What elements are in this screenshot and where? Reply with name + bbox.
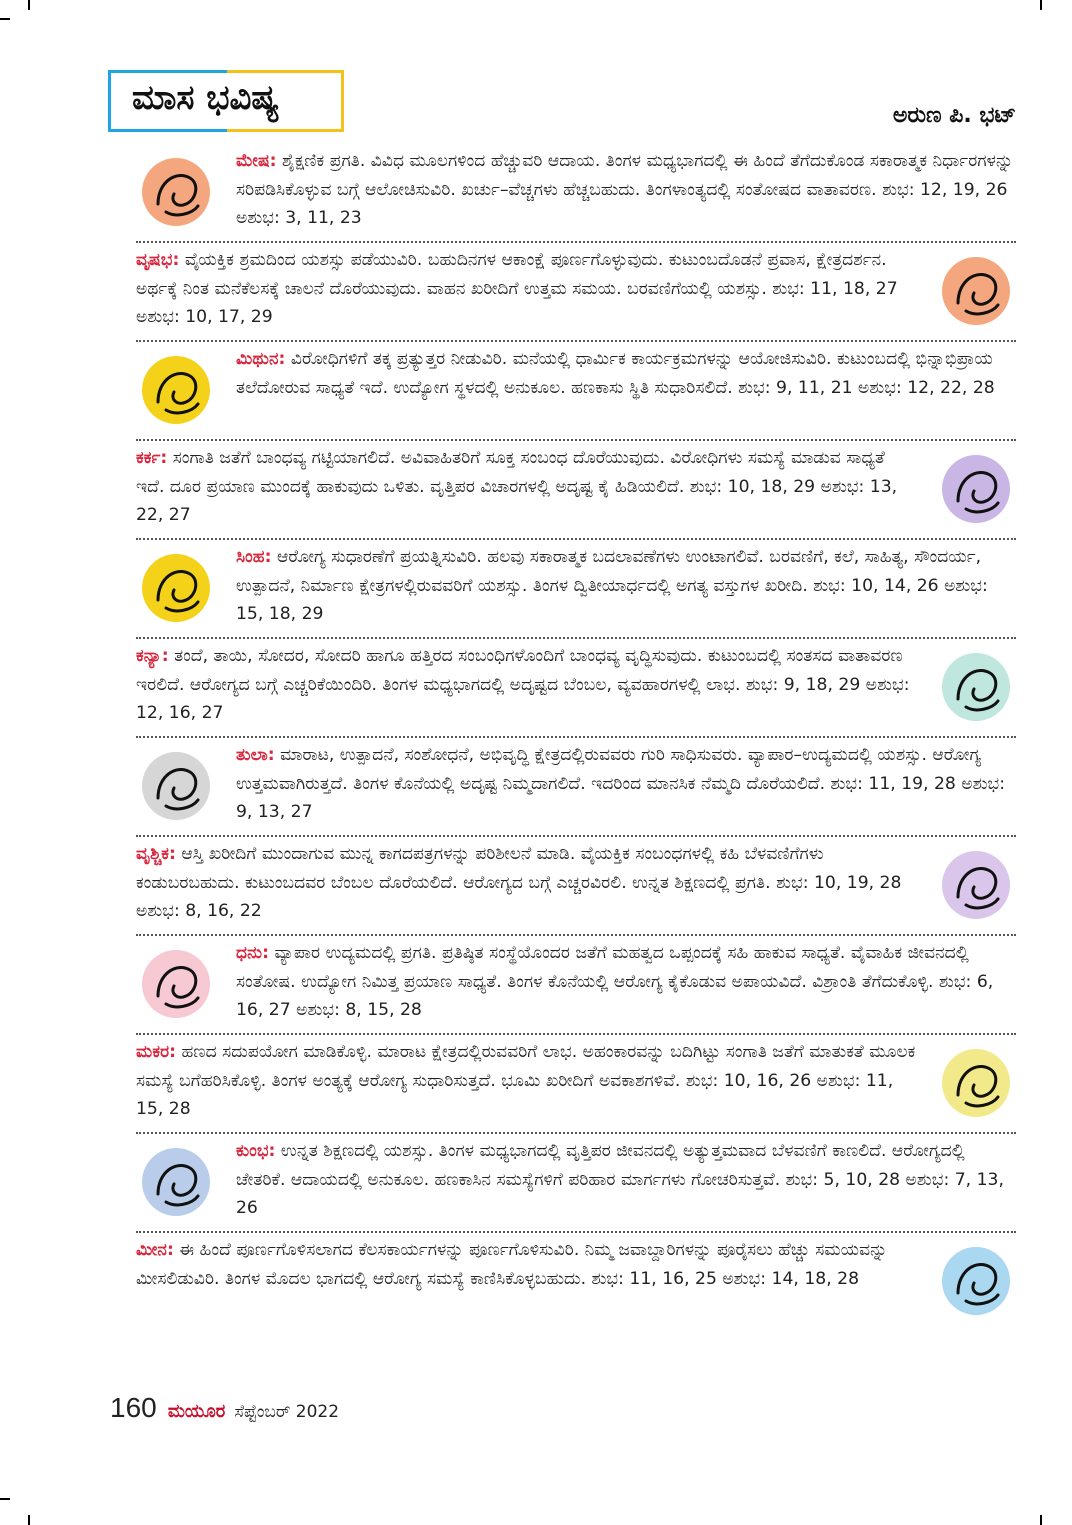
sign-name: ಕುಂಭ: xyxy=(236,1141,276,1161)
horoscope-entry xyxy=(136,1035,1016,1134)
entry-text xyxy=(236,147,1016,233)
prediction-text: ಶೈಕ್ಷಣಿಕ ಪ್ರಗತಿ. ವಿವಿಧ ಮೂಲಗಳಿಂದ ಹೆಚ್ಚುವರಿ ಆದಾಯ. ತಿಂಗಳ ಮಧ್ಯಭಾಗದಲ್ಲಿ ಈ ಹಿಂದೆ ತೆಗೆದುಕೊಂಡ ಸಕಾರಾತ್ಮಕ ನಿರ್ಧಾರಗಳನ್ನು ಸರಿಪಡಿಸಿಕೊಳ್ಳುವ ಬಗ್ಗೆ ಆಲೋಚಿಸುವಿರಿ. ಖರ್ಚು–ವೆಚ್ಚಗಳು ಹೆಚ್ಚಬಹುದು. ತಿಂಗಳಾಂತ್ಯದಲ್ಲಿ ಸಂತೋಷದ ವಾತಾವರಣ. ಶುಭ: 12, 19, 26 ಅಶುಭ: 3, 11, 23 xyxy=(236,151,1014,228)
horoscope-entry xyxy=(136,1134,1016,1233)
sign-name: ವೃಶ್ಚಿಕ: xyxy=(136,844,176,864)
horoscope-entry xyxy=(136,342,1016,441)
prediction-text: ಹಣದ ಸದುಪಯೋಗ ಮಾಡಿಕೊಳ್ಳಿ. ಮಾರಾಟ ಕ್ಷೇತ್ರದಲ್ಲಿರುವವರಿಗೆ ಲಾಭ. ಅಹಂಕಾರವನ್ನು ಬದಿಗಿಟ್ಟು ಸಂಗಾತಿ ಜತೆಗೆ ಮಾತುಕತೆ ಮೂಲಕ ಸಮಸ್ಯೆ ಬಗೆಹರಿಸಿಕೊಳ್ಳಿ. ತಿಂಗಳ ಅಂತ್ಯಕ್ಕೆ ಆರೋಗ್ಯ ಸುಧಾರಿಸುತ್ತದೆ. ಭೂಮಿ ಖರೀದಿಗೆ ಅವಕಾಶಗಳಿವೆ. ಶುಭ: 10, 16, 26 ಅಶುಭ: 11, 15, 28 xyxy=(136,1042,916,1119)
capricorn-crocodile-icon xyxy=(936,1043,1016,1123)
page-title: ಮಾಸ ಭವಿಷ್ಯ xyxy=(132,78,280,118)
author-name: ಅರುಣ ಪಿ. ಭಟ್ xyxy=(892,103,1016,128)
pisces-fish-icon xyxy=(936,1241,1016,1321)
entry-text xyxy=(236,345,1016,402)
entry-text xyxy=(136,246,916,332)
prediction-text: ವ್ಯಾಪಾರ ಉದ್ಯಮದಲ್ಲಿ ಪ್ರಗತಿ. ಪ್ರತಿಷ್ಠಿತ ಸಂಸ್ಥೆಯೊಂದರ ಜತೆಗೆ ಮಹತ್ವದ ಒಪ್ಪಂದಕ್ಕೆ ಸಹಿ ಹಾಕುವ ಸಾಧ್ಯತೆ. ವೈವಾಹಿಕ ಜೀವನದಲ್ಲಿ ಸಂತೋಷ. ಉದ್ಯೋಗ ನಿಮಿತ್ತ ಪ್ರಯಾಣ ಸಾಧ್ಯತೆ. ತಿಂಗಳ ಕೊನೆಯಲ್ಲಿ ಆರೋಗ್ಯ ಕೈಕೊಡುವ ಅಪಾಯವಿದೆ. ವಿಶ್ರಾಂತಿ ತೆಗೆದುಕೊಳ್ಳಿ. ಶುಭ: 6, 16, 27 ಅಶುಭ: 8, 15, 28 xyxy=(236,943,994,1020)
crop-mark xyxy=(0,18,10,20)
entry-text xyxy=(236,1137,1016,1223)
sign-name: ಕರ್ಕ: xyxy=(136,448,168,468)
horoscope-entry xyxy=(136,441,1016,540)
entry-text xyxy=(136,1038,916,1124)
crop-mark xyxy=(1040,0,1042,10)
horoscope-entry xyxy=(136,936,1016,1035)
horoscope-entry xyxy=(136,738,1016,837)
sign-name: ಮಕರ: xyxy=(136,1042,177,1062)
sagittarius-archer-icon xyxy=(136,944,216,1024)
prediction-text: ಆಸ್ತಿ ಖರೀದಿಗೆ ಮುಂದಾಗುವ ಮುನ್ನ ಕಾಗದಪತ್ರಗಳನ್ನು ಪರಿಶೀಲನೆ ಮಾಡಿ. ವೈಯಕ್ತಿಕ ಸಂಬಂಧಗಳಲ್ಲಿ ಕಹಿ ಬೆಳವಣಿಗೆಗಳು ಕಂಡುಬರಬಹುದು. ಕುಟುಂಬದವರ ಬೆಂಬಲ ದೊರೆಯಲಿದೆ. ಆರೋಗ್ಯದ ಬಗ್ಗೆ ಎಚ್ಚರವಿರಲಿ. ಉನ್ನತ ಶಿಕ್ಷಣದಲ್ಲಿ ಪ್ರಗತಿ. ಶುಭ: 10, 19, 28 ಅಶುಭ: 8, 16, 22 xyxy=(136,844,902,921)
entry-text xyxy=(136,642,916,728)
magazine-brand: ಮಯೂರ xyxy=(167,1401,226,1422)
cancer-crab-icon xyxy=(936,449,1016,529)
sign-name: ಸಿಂಹ: xyxy=(236,547,272,567)
taurus-bull-icon xyxy=(936,251,1016,331)
prediction-text: ಉನ್ನತ ಶಿಕ್ಷಣದಲ್ಲಿ ಯಶಸ್ಸು. ತಿಂಗಳ ಮಧ್ಯಭಾಗದಲ್ಲಿ ವೃತ್ತಿಪರ ಜೀವನದಲ್ಲಿ ಅತ್ಯುತ್ತಮವಾದ ಬೆಳವಣಿಗೆ ಕಾಣಲಿದೆ. ಆರೋಗ್ಯದಲ್ಲಿ ಚೇತರಿಕೆ. ಆದಾಯದಲ್ಲಿ ಅನುಕೂಲ. ಹಣಕಾಸಿನ ಸಮಸ್ಯೆಗಳಿಗೆ ಪರಿಹಾರ ಮಾರ್ಗಗಳು ಗೋಚರಿಸುತ್ತವೆ. ಶುಭ: 5, 10, 28 ಅಶುಭ: 7, 13, 26 xyxy=(236,1141,1004,1218)
prediction-text: ಆರೋಗ್ಯ ಸುಧಾರಣೆಗೆ ಪ್ರಯತ್ನಿಸುವಿರಿ. ಹಲವು ಸಕಾರಾತ್ಮಕ ಬದಲಾವಣೆಗಳು ಉಂಟಾಗಲಿವೆ. ಬರವಣಿಗೆ, ಕಲೆ, ಸಾಹಿತ್ಯ, ಸೌಂದರ್ಯ, ಉತ್ಪಾದನೆ, ನಿರ್ಮಾಣ ಕ್ಷೇತ್ರಗಳಲ್ಲಿರುವವರಿಗೆ ಯಶಸ್ಸು. ತಿಂಗಳ ದ್ವಿತೀಯಾರ್ಧದಲ್ಲಿ ಅಗತ್ಯ ವಸ್ತುಗಳ ಖರೀದಿ. ಶುಭ: 10, 14, 26 ಅಶುಭ: 15, 18, 29 xyxy=(236,547,988,624)
page-number: 160 xyxy=(110,1392,157,1423)
page-footer xyxy=(110,1392,339,1424)
entry-text xyxy=(136,444,916,530)
entry-text xyxy=(136,840,916,926)
crop-mark xyxy=(28,0,30,10)
virgo-maiden-icon xyxy=(936,647,1016,727)
horoscope-entry xyxy=(136,243,1016,342)
prediction-text: ವೈಯಕ್ತಿಕ ಶ್ರಮದಿಂದ ಯಶಸ್ಸು ಪಡೆಯುವಿರಿ. ಬಹುದಿನಗಳ ಆಕಾಂಕ್ಷೆ ಪೂರ್ಣಗೊಳ್ಳುವುದು. ಕುಟುಂಬದೊಡನೆ ಪ್ರವಾಸ, ಕ್ಷೇತ್ರದರ್ಶನ. ಅರ್ಥಕ್ಕೆ ನಿಂತ ಮನೆಕೆಲಸಕ್ಕೆ ಚಾಲನೆ ದೊರೆಯುವುದು. ವಾಹನ ಖರೀದಿಗೆ ಉತ್ತಮ ಸಮಯ. ಬರವಣಿಗೆಯಲ್ಲಿ ಯಶಸ್ಸು. ಶುಭ: 11, 18, 27 ಅಶುಭ: 10, 17, 29 xyxy=(136,250,898,327)
sign-name: ಧನು: xyxy=(236,943,269,963)
prediction-text: ಸಂಗಾತಿ ಜತೆಗೆ ಬಾಂಧವ್ಯ ಗಟ್ಟಿಯಾಗಲಿದೆ. ಅವಿವಾಹಿತರಿಗೆ ಸೂಕ್ತ ಸಂಬಂಧ ದೊರೆಯುವುದು. ವಿರೋಧಿಗಳು ಸಮಸ್ಯೆ ಮಾಡುವ ಸಾಧ್ಯತೆ ಇದೆ. ದೂರ ಪ್ರಯಾಣ ಮುಂದಕ್ಕೆ ಹಾಕುವುದು ಒಳಿತು. ವೃತ್ತಿಪರ ವಿಚಾರಗಳಲ್ಲಿ ಅದೃಷ್ಟ ಕೈ ಹಿಡಿಯಲಿದೆ. ಶುಭ: 10, 18, 29 ಅಶುಭ: 13, 22, 27 xyxy=(136,448,898,525)
prediction-text: ಈ ಹಿಂದೆ ಪೂರ್ಣಗೊಳಿಸಲಾಗದ ಕೆಲಸಕಾರ್ಯಗಳನ್ನು ಪೂರ್ಣಗೊಳಿಸುವಿರಿ. ನಿಮ್ಮ ಜವಾಬ್ದಾರಿಗಳನ್ನು ಪೂರೈಸಲು ಹೆಚ್ಚು ಸಮಯವನ್ನು ಮೀಸಲಿಡುವಿರಿ. ತಿಂಗಳ ಮೊದಲ ಭಾಗದಲ್ಲಿ ಆರೋಗ್ಯ ಸಮಸ್ಯೆ ಕಾಣಿಸಿಕೊಳ್ಳಬಹುದು. ಶುಭ: 11, 16, 25 ಅಶುಭ: 14, 18, 28 xyxy=(136,1240,888,1289)
sign-name: ಮೀನ: xyxy=(136,1240,174,1260)
libra-scales-icon xyxy=(136,746,216,826)
gemini-twins-icon xyxy=(136,350,216,430)
sign-name: ಮೇಷ: xyxy=(236,151,277,171)
horoscope-entry xyxy=(136,1233,1016,1332)
sign-name: ಮಿಥುನ: xyxy=(236,349,286,369)
horoscope-entry xyxy=(136,144,1016,243)
aries-ram-icon xyxy=(136,152,216,232)
crop-mark xyxy=(0,1498,10,1500)
sign-name: ತುಲಾ: xyxy=(236,745,275,765)
issue-month: ಸೆಪ್ಟೆಂಬರ್ 2022 xyxy=(234,1402,340,1422)
leo-lion-icon xyxy=(136,548,216,628)
horoscope-list xyxy=(136,144,1016,1332)
aquarius-water-bearer-icon xyxy=(136,1142,216,1222)
sign-name: ಕನ್ಯಾ: xyxy=(136,646,169,666)
crop-mark xyxy=(1040,1515,1042,1525)
sign-name: ವೃಷಭ: xyxy=(136,250,180,270)
prediction-text: ಮಾರಾಟ, ಉತ್ಪಾದನೆ, ಸಂಶೋಧನೆ, ಅಭಿವೃದ್ಧಿ ಕ್ಷೇತ್ರದಲ್ಲಿರುವವರು ಗುರಿ ಸಾಧಿಸುವರು. ವ್ಯಾಪಾರ–ಉದ್ಯಮದಲ್ಲಿ ಯಶಸ್ಸು. ಆರೋಗ್ಯ ಉತ್ತಮವಾಗಿರುತ್ತದೆ. ತಿಂಗಳ ಕೊನೆಯಲ್ಲಿ ಅದೃಷ್ಟ ನಿಮ್ಮದಾಗಲಿದೆ. ಇದರಿಂದ ಮಾನಸಿಕ ನೆಮ್ಮದಿ ದೊರೆಯಲಿದೆ. ಶುಭ: 11, 19, 28 ಅಶುಭ: 9, 13, 27 xyxy=(236,745,1006,822)
scorpio-scorpion-icon xyxy=(936,845,1016,925)
entry-text xyxy=(236,939,1016,1025)
crop-mark xyxy=(28,1515,30,1525)
prediction-text: ವಿರೋಧಿಗಳಿಗೆ ತಕ್ಕ ಪ್ರತ್ಯುತ್ತರ ನೀಡುವಿರಿ. ಮನೆಯಲ್ಲಿ ಧಾರ್ಮಿಕ ಕಾರ್ಯಕ್ರಮಗಳನ್ನು ಆಯೋಜಿಸುವಿರಿ. ಕುಟುಂಬದಲ್ಲಿ ಭಿನ್ನಾಭಿಪ್ರಾಯ ತಲೆದೋರುವ ಸಾಧ್ಯತೆ ಇದೆ. ಉದ್ಯೋಗ ಸ್ಥಳದಲ್ಲಿ ಅನುಕೂಲ. ಹಣಕಾಸು ಸ್ಥಿತಿ ಸುಧಾರಿಸಲಿದೆ. ಶುಭ: 9, 11, 21 ಅಶುಭ: 12, 22, 28 xyxy=(236,349,995,398)
entry-text xyxy=(136,1236,916,1293)
prediction-text: ತಂದೆ, ತಾಯಿ, ಸೋದರ, ಸೋದರಿ ಹಾಗೂ ಹತ್ತಿರದ ಸಂಬಂಧಿಗಳೊಂದಿಗೆ ಬಾಂಧವ್ಯ ವೃದ್ಧಿಸುವುದು. ಕುಟುಂಬದಲ್ಲಿ ಸಂತಸದ ವಾತಾವರಣ ಇರಲಿದೆ. ಆರೋಗ್ಯದ ಬಗ್ಗೆ ಎಚ್ಚರಿಕೆಯಿಂದಿರಿ. ತಿಂಗಳ ಮಧ್ಯಭಾಗದಲ್ಲಿ ಅದೃಷ್ಟದ ಬೆಂಬಲ, ವ್ಯವಹಾರಗಳಲ್ಲಿ ಲಾಭ. ಶುಭ: 9, 18, 29 ಅಶುಭ: 12, 16, 27 xyxy=(136,646,910,723)
horoscope-entry xyxy=(136,837,1016,936)
horoscope-entry xyxy=(136,540,1016,639)
horoscope-entry xyxy=(136,639,1016,738)
entry-text xyxy=(236,741,1016,827)
entry-text xyxy=(236,543,1016,629)
